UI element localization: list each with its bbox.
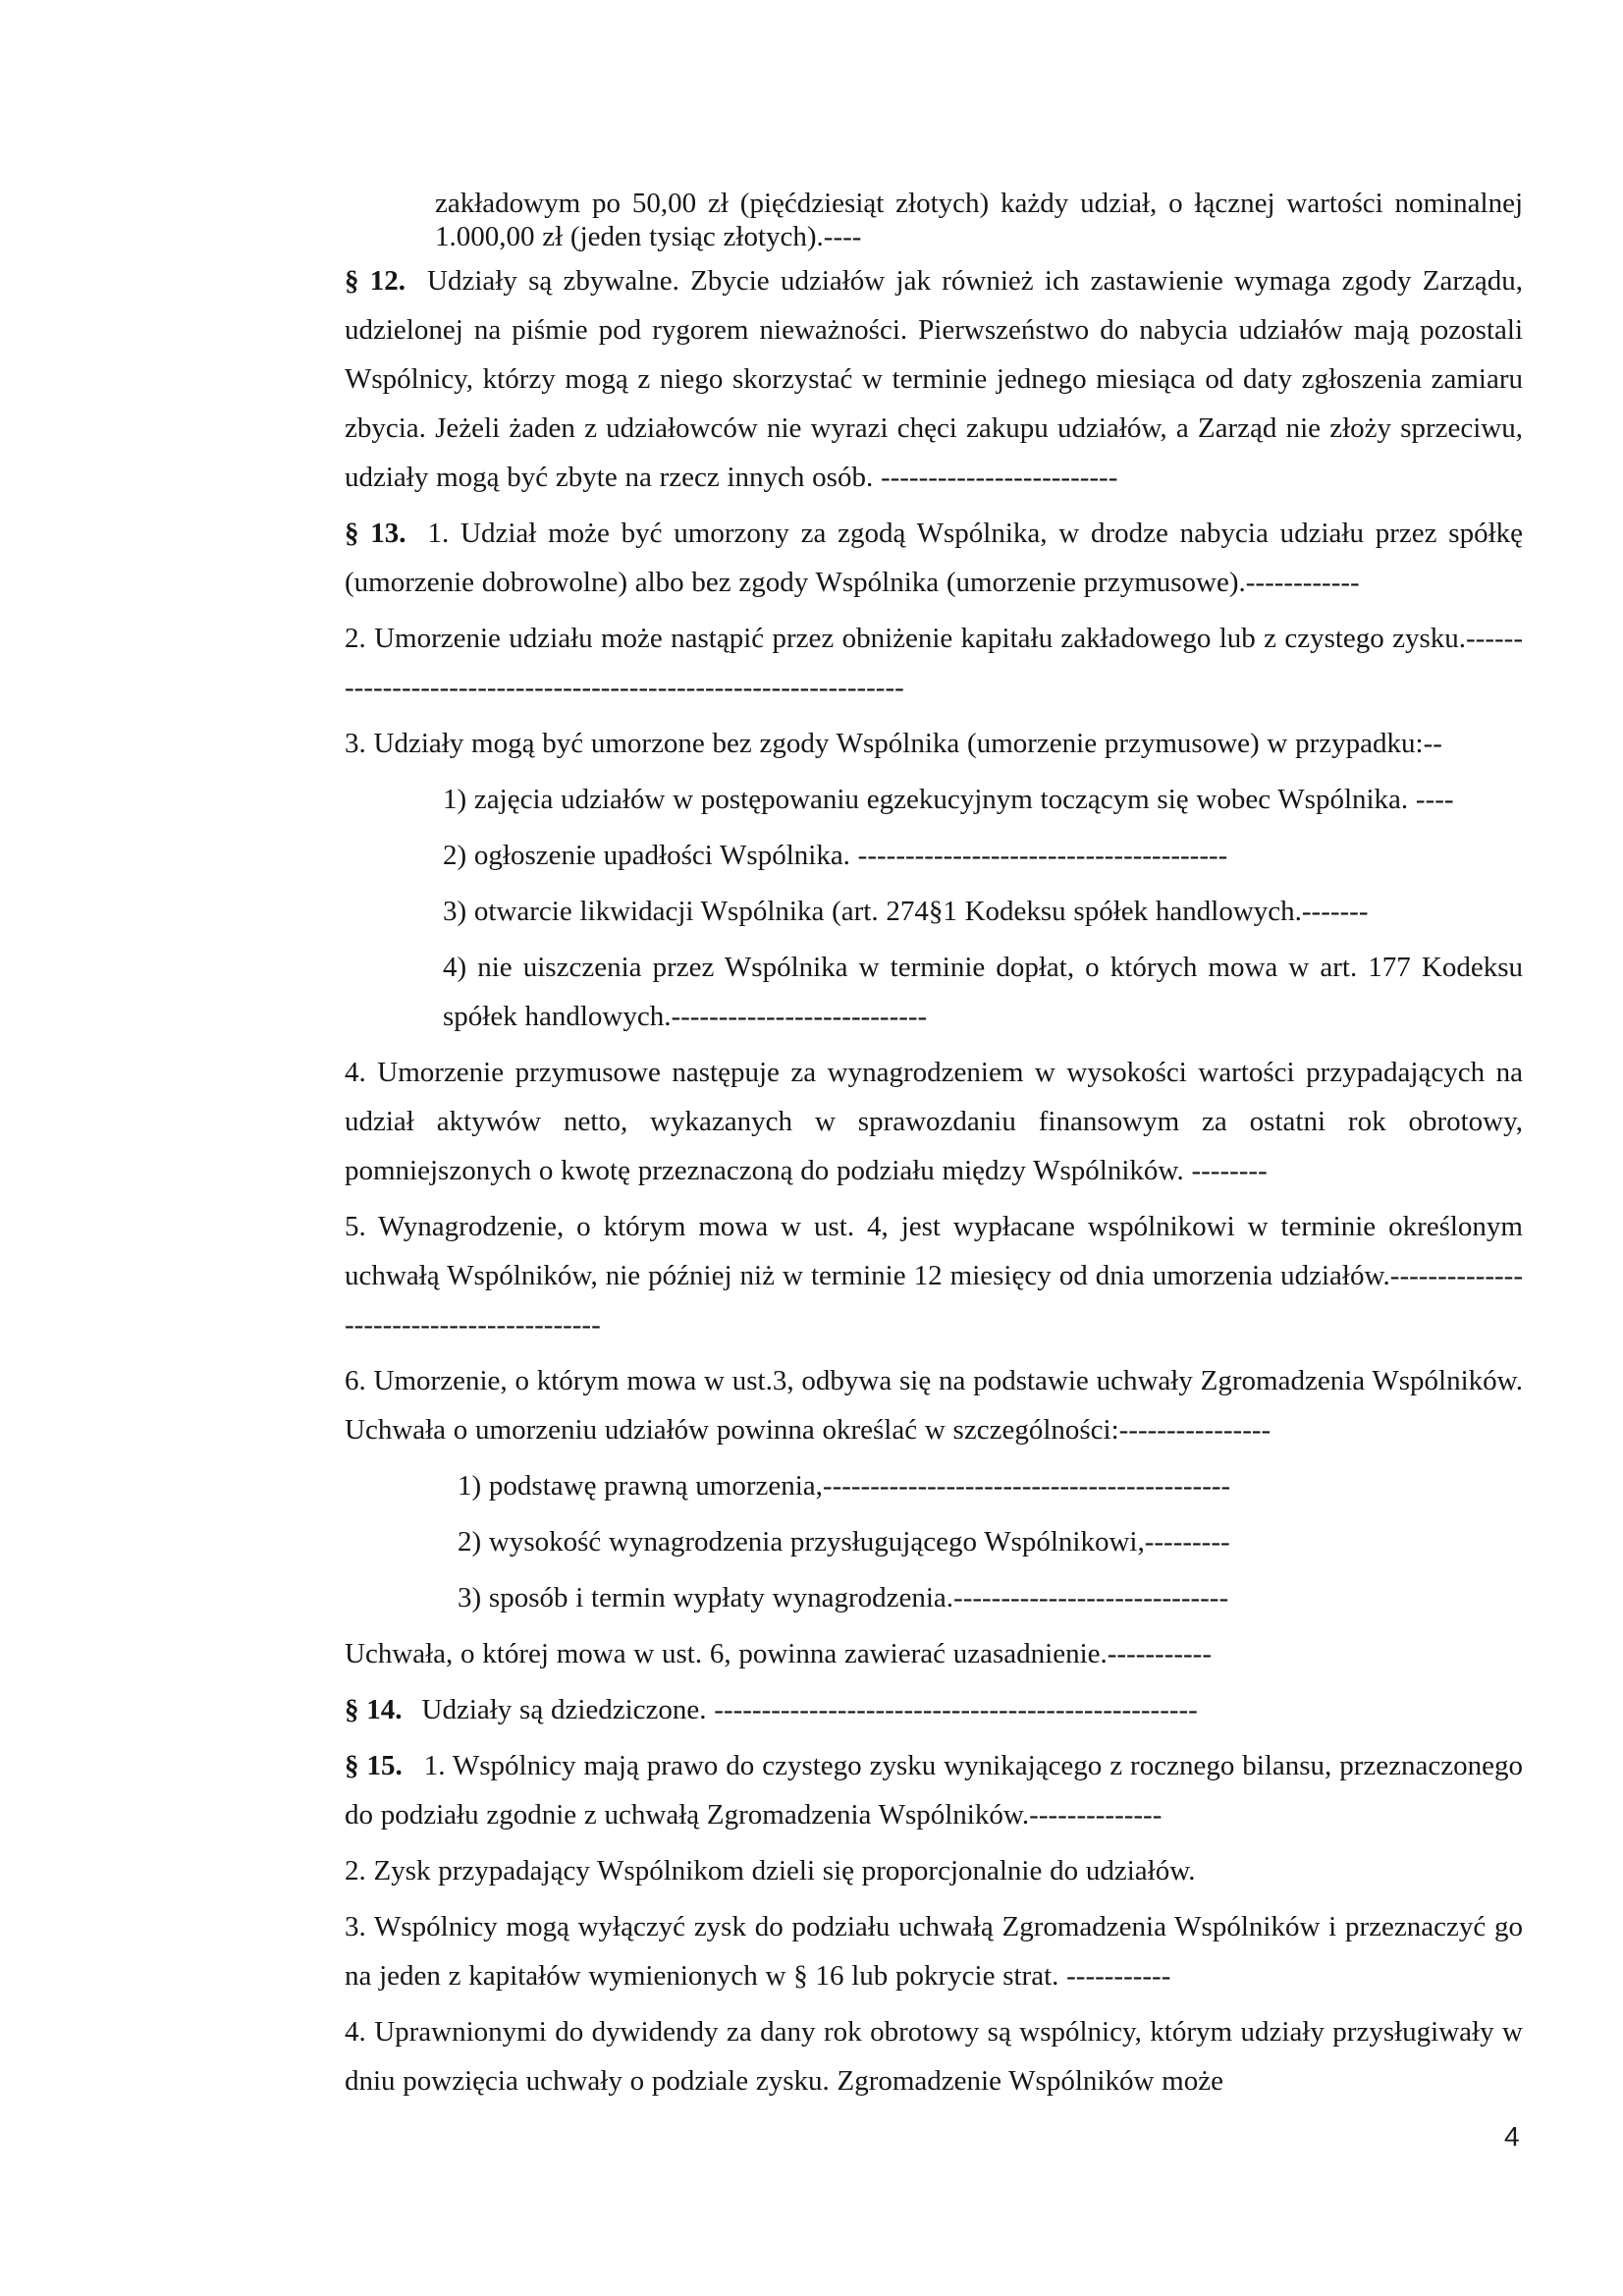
document-body (345, 187, 1523, 2112)
page-number: 4 (1504, 2121, 1520, 2152)
section-text: Udziały są dziedziczone. --------------------------------------------------- (421, 1694, 1198, 1725)
paragraph-continuation: zakładowym po 50,00 zł (pięćdziesiąt złotych) każdy udział, o łącznej wartości nominalnej 1.000,00 zł (jeden tysiąc złotych).---- (435, 188, 1523, 252)
list-item: 1) zajęcia udziałów w postępowaniu egzekucyjnym toczącym się wobec Wspólnika. ---- (443, 784, 1454, 815)
list-item: 3) sposób i termin wypłaty wynagrodzenia.----------------------------- (458, 1582, 1229, 1613)
section-text: Udziały są zbywalne. Zbycie udziałów jak również ich zastawienie wymaga zgody Zarządu, udzielonej na piśmie pod rygorem nieważności. Pierwszeństwo do nabycia udziałów mają pozostali Wspólnicy, którzy mogą z niego skorzystać w terminie jednego miesiąca od daty zgłoszenia zamiaru zbycia. Jeżeli żaden z udziałowców nie wyrazi chęci zakupu udziałów, a Zarząd nie złoży sprzeciwu, udziały mogą być zbyte na rzecz innych osób. ------------------------- (345, 265, 1523, 493)
list-item: 1) podstawę prawną umorzenia,------------------------------------------- (458, 1470, 1231, 1502)
paragraph-15-2: 2. Zysk przypadający Wspólnikom dzieli się proporcjonalnie do udziałów. (345, 1855, 1196, 1886)
list-item: 3) otwarcie likwidacji Wspólnika (art. 274§1 Kodeksu spółek handlowych.------- (443, 896, 1369, 927)
paragraph-15-3: 3. Wspólnicy mogą wyłączyć zysk do podziału uchwałą Zgromadzenia Wspólników i przeznaczyć go na jeden z kapitałów wymienionych w § 16 lub pokrycie strat. ----------- (345, 1911, 1523, 1992)
paragraph-13-2: 2. Umorzenie udziału może nastąpić przez obniżenie kapitału zakładowego lub z czystego zysku.----------------------------------------------------------------- (345, 623, 1523, 703)
section-number: § 14. (345, 1694, 403, 1725)
paragraph-13-5: 5. Wynagrodzenie, o którym mowa w ust. 4, jest wypłacane wspólnikowi w terminie określonym uchwałą Wspólników, nie później niż w terminie 12 miesięcy od dnia umorzenia udziałów.----------------------------------------- (345, 1211, 1523, 1340)
list-item: 2) wysokość wynagrodzenia przysługującego Wspólnikowi,--------- (458, 1526, 1230, 1558)
paragraph-13-4: 4. Umorzenie przymusowe następuje za wynagrodzeniem w wysokości wartości przypadających na udział aktywów netto, wykazanych w sprawozdaniu finansowym za ostatni rok obrotowy, pomniejszonych o kwotę przeznaczoną do podziału między Wspólników. -------- (345, 1057, 1523, 1186)
section-number: § 12. (345, 265, 406, 297)
paragraph-15-4: 4. Uprawnionymi do dywidendy za dany rok obrotowy są wspólnicy, którym udziały przysługiwały w dniu powzięcia uchwały o podziale zysku. Zgromadzenie Wspólników może (345, 2016, 1523, 2097)
section-text: 1. Udział może być umorzony za zgodą Wspólnika, w drodze nabycia udziału przez spółkę (umorzenie dobrowolne) albo bez zgody Wspólnika (umorzenie przymusowe).------------ (345, 518, 1523, 598)
section-number: § 13. (345, 518, 406, 549)
section-12 (345, 256, 1523, 502)
paragraph-13-6: 6. Umorzenie, o którym mowa w ust.3, odbywa się na podstawie uchwały Zgromadzenia Wspólników. Uchwała o umorzeniu udziałów powinna określać w szczególności:---------------- (345, 1365, 1523, 1446)
list-item: 4) nie uiszczenia przez Wspólnika w terminie dopłat, o których mowa w art. 177 Kodeksu spółek handlowych.--------------------------- (443, 952, 1523, 1032)
paragraph-13-3: 3. Udziały mogą być umorzone bez zgody Wspólnika (umorzenie przymusowe) w przypadku:-- (345, 728, 1442, 759)
section-number: § 15. (345, 1750, 403, 1781)
section-text: 1. Wspólnicy mają prawo do czystego zysku wynikającego z rocznego bilansu, przeznaczonego do podziału zgodnie z uchwałą Zgromadzenia Wspólników.-------------- (345, 1750, 1524, 1831)
section-15 (345, 1741, 1523, 1839)
paragraph-resolution-note: Uchwała, o której mowa w ust. 6, powinna zawierać uzasadnienie.----------- (345, 1638, 1212, 1669)
section-13 (345, 509, 1523, 607)
list-item: 2) ogłoszenie upadłości Wspólnika. --------------------------------------- (443, 840, 1228, 871)
section-14 (345, 1685, 1523, 1734)
